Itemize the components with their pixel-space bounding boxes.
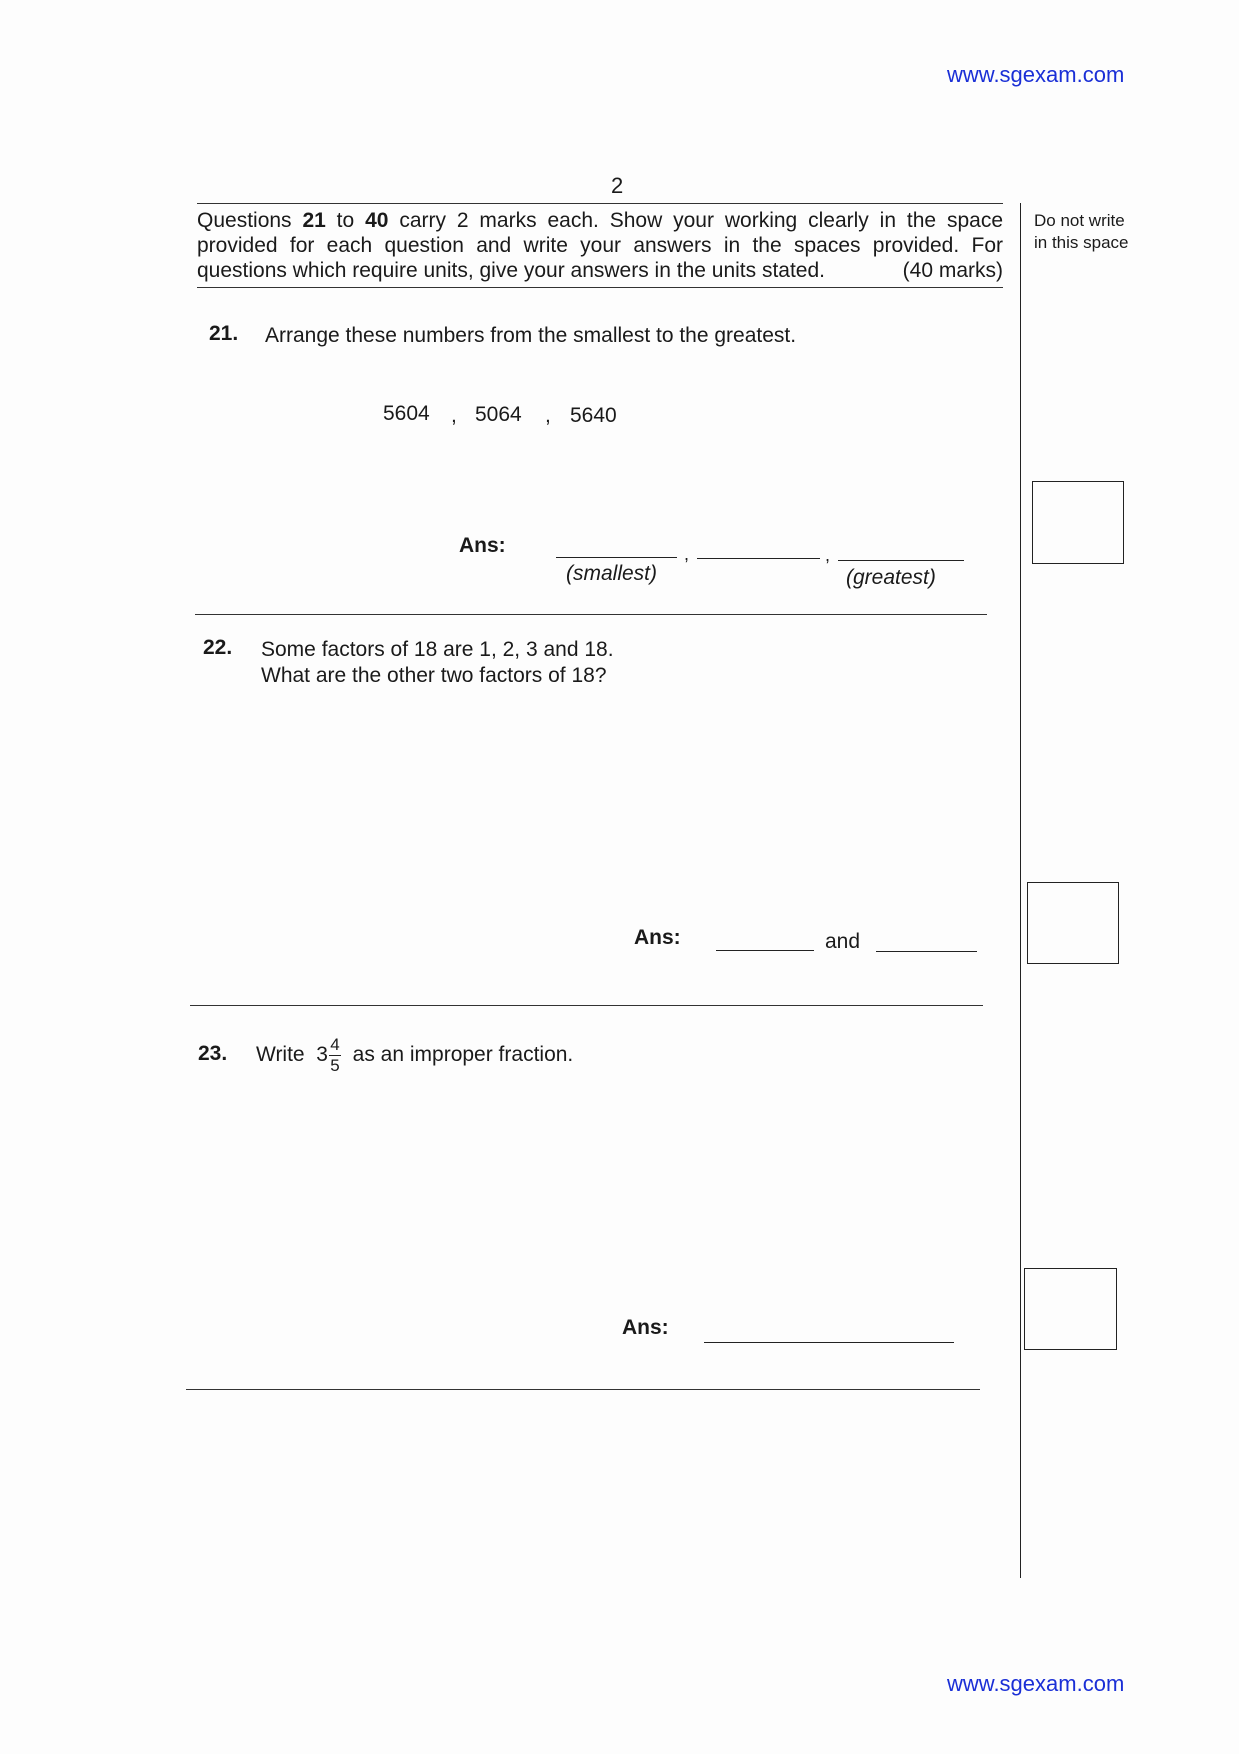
instructions-to-number: 40	[365, 209, 389, 232]
instructions-marks: (40 marks)	[902, 259, 1003, 282]
q22-marks-box[interactable]	[1027, 882, 1119, 964]
instructions-top-rule	[197, 203, 1003, 204]
q23-whole: 3	[316, 1043, 328, 1066]
q22-number: 22.	[203, 636, 233, 659]
header-site-link[interactable]: www.sgexam.com	[947, 62, 1125, 87]
q21-bottom-rule	[195, 614, 987, 615]
q23-denominator: 5	[330, 1055, 340, 1075]
instructions-text: Questions 21 to 40 carry 2 marks each. Show your working clearly in the space provided for each question and write your answers in the spaces provided. For questions which require units, give your answers in the units stated. (40 marks)	[197, 209, 1003, 282]
q21-number: 21.	[209, 322, 239, 345]
footer-site-link[interactable]: www.sgexam.com	[947, 1671, 1125, 1696]
page-number: 2	[611, 173, 624, 198]
q21-number-2: 5064	[475, 403, 522, 426]
q23-marks-box[interactable]	[1024, 1268, 1117, 1350]
q22-and-label: and	[825, 930, 861, 953]
q21-greatest-caption: (greatest)	[846, 566, 936, 589]
q23-bottom-rule	[186, 1389, 980, 1390]
q21-separator-1: ,	[451, 404, 457, 427]
q21-separator-2: ,	[545, 404, 551, 427]
q22-answer-blank-1[interactable]	[716, 950, 814, 951]
q21-marks-box[interactable]	[1032, 481, 1124, 564]
q23-number: 23.	[198, 1042, 228, 1065]
q22-answer-blank-2[interactable]	[876, 951, 977, 952]
q23-numerator: 4	[330, 1034, 340, 1054]
q22-line2: What are the other two factors of 18?	[261, 664, 607, 687]
q21-number-3: 5640	[570, 404, 617, 427]
q23-mixed-number	[316, 1034, 341, 1075]
instructions-from-number: 21	[302, 209, 326, 232]
q21-answer-blank-3[interactable]	[838, 560, 964, 561]
q21-ans-label: Ans:	[459, 534, 506, 557]
q23-fraction	[329, 1036, 341, 1075]
q23-text-before: Write	[256, 1043, 305, 1066]
q22-line1: Some factors of 18 are 1, 2, 3 and 18.	[261, 638, 614, 661]
margin-note-line2: in this space	[1034, 233, 1129, 252]
margin-note-line1: Do not write	[1034, 211, 1125, 230]
q21-blank-separator-1: ,	[684, 544, 690, 564]
q22-ans-label: Ans:	[634, 926, 681, 949]
q21-answer-blank-1[interactable]	[556, 557, 677, 558]
q23-answer-blank[interactable]	[704, 1342, 954, 1343]
margin-divider	[1020, 203, 1021, 1578]
q21-number-1: 5604	[383, 402, 430, 425]
margin-note	[1034, 210, 1129, 254]
q21-smallest-caption: (smallest)	[566, 562, 658, 585]
q21-blank-separator-2: ,	[825, 545, 831, 565]
q23-text-after: as an improper fraction.	[352, 1043, 574, 1066]
q21-answer-blank-2[interactable]	[697, 558, 820, 559]
q23-ans-label: Ans:	[622, 1316, 669, 1339]
q23-text	[256, 1030, 573, 1080]
q22-bottom-rule	[190, 1005, 983, 1006]
instructions-bottom-rule	[197, 287, 1003, 288]
q21-text: Arrange these numbers from the smallest to the greatest.	[265, 324, 797, 347]
